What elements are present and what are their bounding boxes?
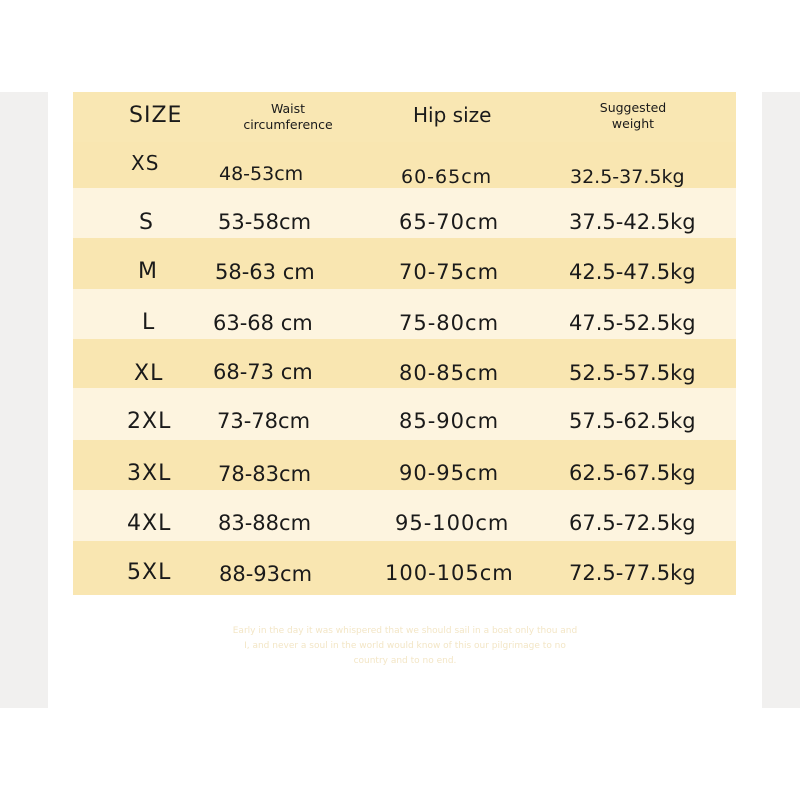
cell-weight: 37.5-42.5kg <box>569 210 696 234</box>
size-chart-table <box>73 92 736 595</box>
cell-size: 5XL <box>127 560 172 585</box>
table-row <box>73 490 736 541</box>
table-row <box>73 188 736 238</box>
cell-hip: 90-95cm <box>399 461 500 485</box>
table-header-row <box>73 92 736 142</box>
cell-size: 2XL <box>127 409 172 434</box>
cell-weight: 57.5-62.5kg <box>569 409 696 433</box>
table-row <box>73 388 736 440</box>
table-row <box>73 339 736 388</box>
cell-hip: 95-100cm <box>395 511 510 535</box>
cell-weight: 67.5-72.5kg <box>569 511 696 535</box>
cell-waist: 63-68 cm <box>213 311 313 335</box>
cell-waist: 58-63 cm <box>215 260 315 284</box>
cell-size: S <box>139 210 154 235</box>
cell-hip: 100-105cm <box>385 561 514 585</box>
cell-weight: 72.5-77.5kg <box>569 561 696 585</box>
header-hip: Hip size <box>413 103 492 127</box>
header-size: SIZE <box>129 103 183 128</box>
cell-waist: 68-73 cm <box>213 360 313 384</box>
header-weight: Suggested weight <box>599 100 667 131</box>
cell-hip: 60-65cm <box>401 166 493 188</box>
cell-waist: 88-93cm <box>219 562 313 586</box>
cell-size: XS <box>131 151 160 175</box>
cell-hip: 70-75cm <box>399 260 500 284</box>
cell-weight: 42.5-47.5kg <box>569 260 696 284</box>
cell-size: L <box>142 310 156 335</box>
cell-size: 4XL <box>127 511 172 536</box>
cell-size: XL <box>134 361 164 386</box>
cell-hip: 80-85cm <box>399 361 500 385</box>
faint-watermark-text: Early in the day it was whispered that we should sail in a boat only thou and I, and never a soul in the world would know of this our pilgrimage to no country and to no end. <box>232 626 578 666</box>
cell-waist: 78-83cm <box>218 462 312 486</box>
table-row <box>73 541 736 595</box>
cell-size: 3XL <box>127 461 172 486</box>
cell-size: M <box>138 259 158 284</box>
table-row <box>73 142 736 188</box>
cell-waist: 53-58cm <box>218 210 312 234</box>
cell-waist: 48-53cm <box>219 163 304 185</box>
cell-weight: 62.5-67.5kg <box>569 461 696 485</box>
cell-hip: 85-90cm <box>399 409 500 433</box>
cell-waist: 83-88cm <box>218 511 312 535</box>
table-row <box>73 238 736 289</box>
table-row <box>73 289 736 339</box>
header-waist: Waist circumference <box>243 101 333 132</box>
cell-hip: 75-80cm <box>399 311 500 335</box>
cell-weight: 32.5-37.5kg <box>570 166 685 188</box>
cell-weight: 47.5-52.5kg <box>569 311 696 335</box>
cell-weight: 52.5-57.5kg <box>569 361 696 385</box>
table-row <box>73 440 736 490</box>
cell-hip: 65-70cm <box>399 210 500 234</box>
cell-waist: 73-78cm <box>217 409 311 433</box>
